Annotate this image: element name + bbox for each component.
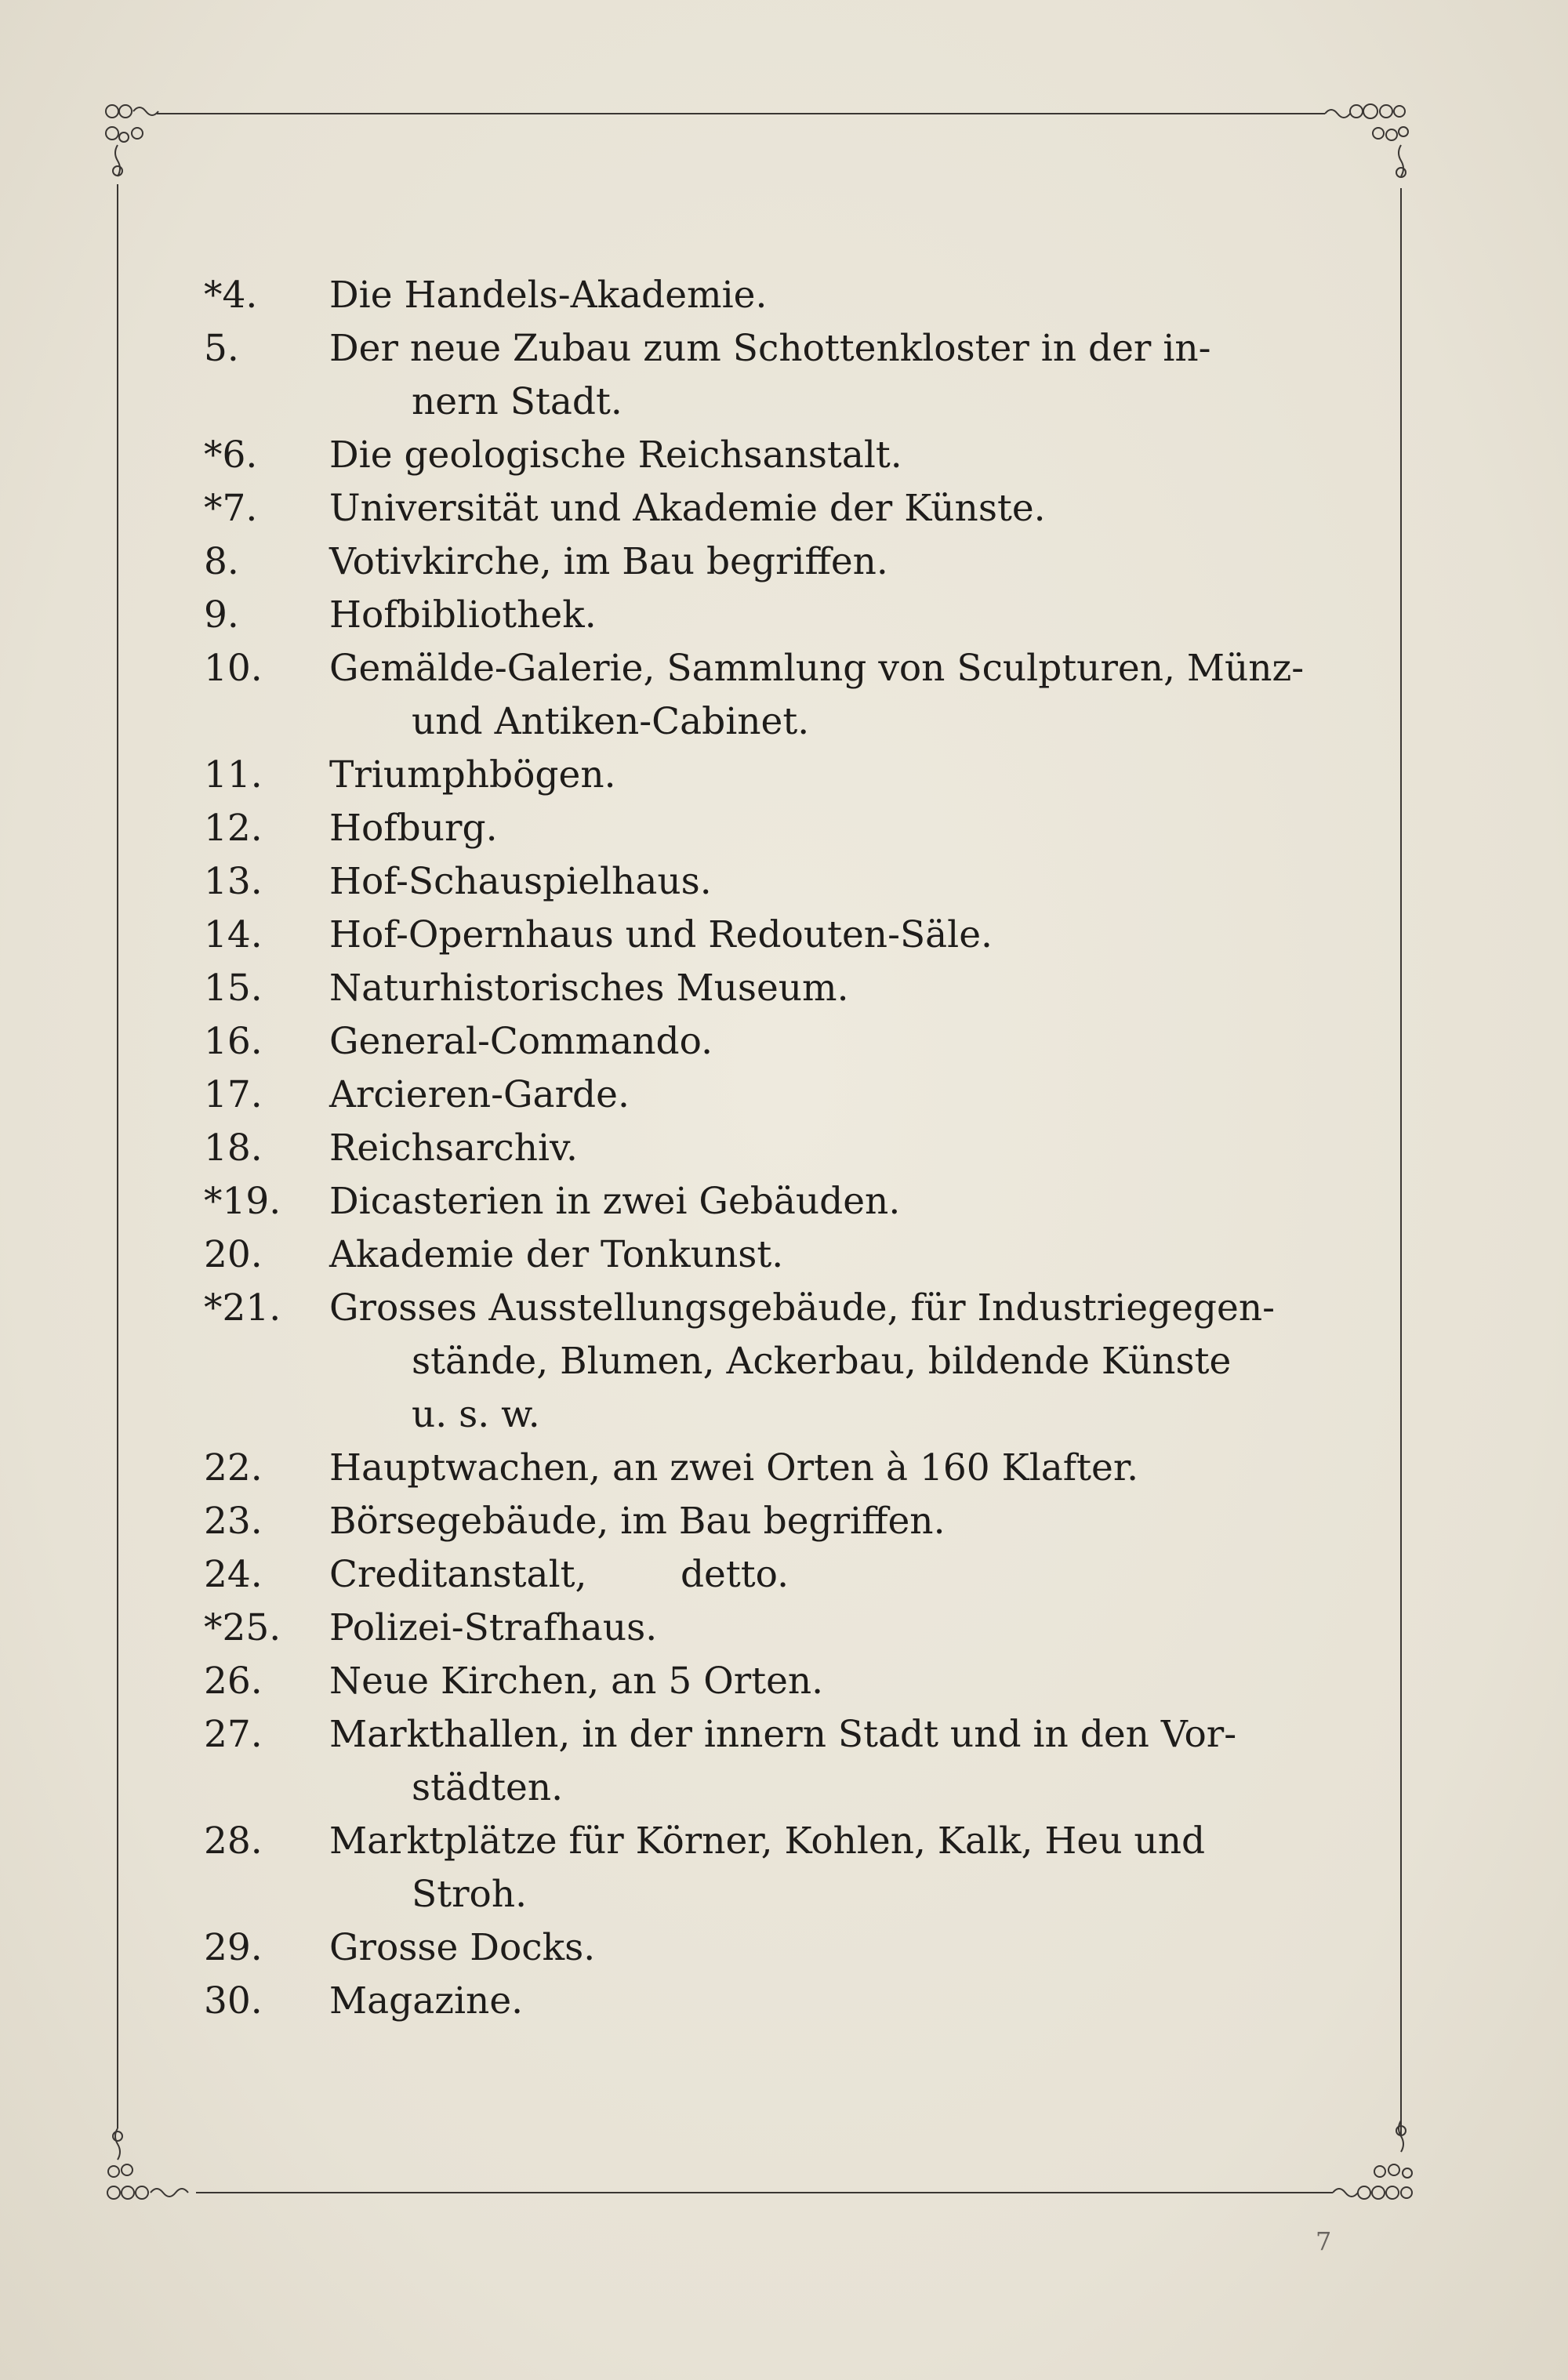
entry-line: Universität und Akademie der Künste.: [329, 487, 1046, 530]
entry-text: [329, 1122, 1301, 1175]
entry-number: 13.: [204, 860, 263, 903]
list-item: [204, 269, 1301, 322]
entry-continuation-line: stände, Blumen, Ackerbau, bildende Künste: [412, 1340, 1232, 1383]
entry-text: [329, 802, 1301, 855]
corner-ornament-bottom-right-icon: [1333, 2121, 1412, 2199]
entry-number: 10.: [204, 647, 263, 690]
entry-line: Dicasterien in zwei Gebäuden.: [329, 1180, 901, 1223]
entry-text: [329, 589, 1301, 642]
list-item: [204, 1708, 1301, 1815]
entry-number: 27.: [204, 1713, 263, 1756]
entry-number: *6.: [204, 434, 258, 477]
entry-line: Reichsarchiv.: [329, 1127, 578, 1170]
entry-line: Hauptwachen, an zwei Orten à 160 Klafter.: [329, 1446, 1139, 1489]
entry-line: Markthallen, in der innern Stadt und in den Vor-: [329, 1713, 1237, 1756]
entry-line: Hofburg.: [329, 807, 498, 850]
entry-number: 23.: [204, 1500, 263, 1543]
entry-text: [329, 962, 1301, 1015]
list-item: [204, 962, 1301, 1015]
entry-continuation-line: städten.: [412, 1766, 564, 1809]
list-item: [204, 1495, 1301, 1548]
entry-line: Hof-Schauspielhaus.: [329, 860, 712, 903]
list-item: [204, 642, 1305, 749]
list-item: [204, 1175, 1301, 1228]
entry-text: [329, 909, 1301, 962]
entry-text: [329, 1602, 1301, 1655]
entry-line: Polizei-Strafhaus.: [329, 1606, 658, 1649]
entry-number: 22.: [204, 1446, 263, 1489]
entry-text: [329, 1228, 1301, 1282]
entry-text: [329, 1815, 1301, 1921]
entry-number: *7.: [204, 487, 258, 530]
entry-line: Marktplätze für Körner, Kohlen, Kalk, Heu und: [329, 1819, 1206, 1863]
list-item: [204, 1602, 1301, 1655]
entry-text: [329, 1921, 1301, 1975]
entry-number: 16.: [204, 1020, 263, 1063]
entry-number: 28.: [204, 1819, 263, 1863]
list-item: [204, 855, 1301, 909]
entry-text: [329, 429, 1301, 482]
entry-number: *19.: [204, 1180, 281, 1223]
entry-line: Börsegebäude, im Bau begriffen.: [329, 1500, 946, 1543]
entry-continuation-line: u. s. w.: [412, 1393, 540, 1436]
entry-line: Grosses Ausstellungsgebäude, für Industriegegen-: [329, 1286, 1275, 1330]
entry-text: [329, 1975, 1301, 2028]
entry-number: 20.: [204, 1233, 263, 1276]
entry-line: Akademie der Tonkunst.: [329, 1233, 784, 1276]
entry-line: Gemälde-Galerie, Sammlung von Sculpturen, Münz-: [329, 647, 1305, 690]
entry-number: 30.: [204, 1979, 263, 2023]
entry-text: [329, 482, 1301, 535]
entry-number: *21.: [204, 1286, 281, 1330]
entry-number: 15.: [204, 967, 263, 1010]
list-item: [204, 1068, 1301, 1122]
entry-number: *25.: [204, 1606, 281, 1649]
building-list: [204, 269, 1305, 2028]
entry-number: *4.: [204, 274, 258, 317]
entry-text: [329, 269, 1301, 322]
entry-number: 12.: [204, 807, 263, 850]
list-item: [204, 1975, 1301, 2028]
list-item: [204, 1548, 1301, 1602]
list-item: [204, 535, 1301, 589]
entry-text: [329, 1495, 1301, 1548]
entry-line: Arcieren-Garde.: [329, 1073, 630, 1116]
entry-number: 24.: [204, 1553, 263, 1596]
list-item: [204, 1921, 1301, 1975]
entry-continuation-line: nern Stadt.: [412, 380, 622, 423]
entry-text: [329, 322, 1301, 429]
list-item: [204, 749, 1301, 802]
list-item: [204, 1015, 1301, 1068]
entry-number: 17.: [204, 1073, 263, 1116]
corner-ornament-bottom-left-icon: [107, 2128, 188, 2199]
list-item: [204, 1815, 1301, 1921]
entry-number: 8.: [204, 540, 239, 583]
list-item: [204, 802, 1301, 855]
entry-number: 11.: [204, 753, 263, 796]
entry-line: Creditanstalt, detto.: [329, 1553, 789, 1596]
entry-line: Hofbibliothek.: [329, 593, 597, 637]
entry-line: Neue Kirchen, an 5 Orten.: [329, 1660, 824, 1703]
entry-text: [329, 1655, 1301, 1708]
entry-number: 9.: [204, 593, 239, 637]
entry-line: Magazine.: [329, 1979, 524, 2023]
entry-text: [329, 1068, 1301, 1122]
entry-line: Die Handels-Akademie.: [329, 274, 768, 317]
entry-number: 5.: [204, 327, 239, 370]
entry-line: General-Commando.: [329, 1020, 713, 1063]
list-item: [204, 482, 1301, 535]
list-item: [204, 1282, 1301, 1442]
list-item: [204, 589, 1301, 642]
entry-text: [329, 1282, 1301, 1442]
list-item: [204, 322, 1301, 429]
entry-text: [329, 1442, 1301, 1495]
entry-text: [329, 1548, 1301, 1602]
entry-number: 14.: [204, 913, 263, 956]
entry-text: [329, 855, 1301, 909]
entry-line: Naturhistorisches Museum.: [329, 967, 849, 1010]
corner-ornament-top-left-icon: [106, 105, 158, 176]
entry-line: Die geologische Reichsanstalt.: [329, 434, 902, 477]
entry-text: [329, 642, 1305, 749]
entry-line: Hof-Opernhaus und Redouten-Säle.: [329, 913, 993, 956]
entry-line: Der neue Zubau zum Schottenkloster in der in-: [329, 327, 1211, 370]
list-item: [204, 1442, 1301, 1495]
list-item: [204, 1122, 1301, 1175]
entry-line: Votivkirche, im Bau begriffen.: [329, 540, 888, 583]
entry-continuation-line: und Antiken-Cabinet.: [412, 700, 810, 743]
entry-line: Grosse Docks.: [329, 1926, 596, 1969]
entry-number: 18.: [204, 1127, 263, 1170]
entry-continuation-line: Stroh.: [412, 1873, 528, 1916]
list-item: [204, 429, 1301, 482]
entry-text: [329, 749, 1301, 802]
corner-ornament-top-right-icon: [1325, 104, 1408, 177]
list-item: [204, 1655, 1301, 1708]
entry-text: [329, 1175, 1301, 1228]
page-number: 7: [1316, 2226, 1332, 2256]
list-item: [204, 909, 1301, 962]
entry-number: 26.: [204, 1660, 263, 1703]
entry-text: [329, 535, 1301, 589]
entry-line: Triumphbögen.: [329, 753, 616, 796]
entry-text: [329, 1015, 1301, 1068]
entry-number: 29.: [204, 1926, 263, 1969]
list-item: [204, 1228, 1301, 1282]
entry-text: [329, 1708, 1301, 1815]
